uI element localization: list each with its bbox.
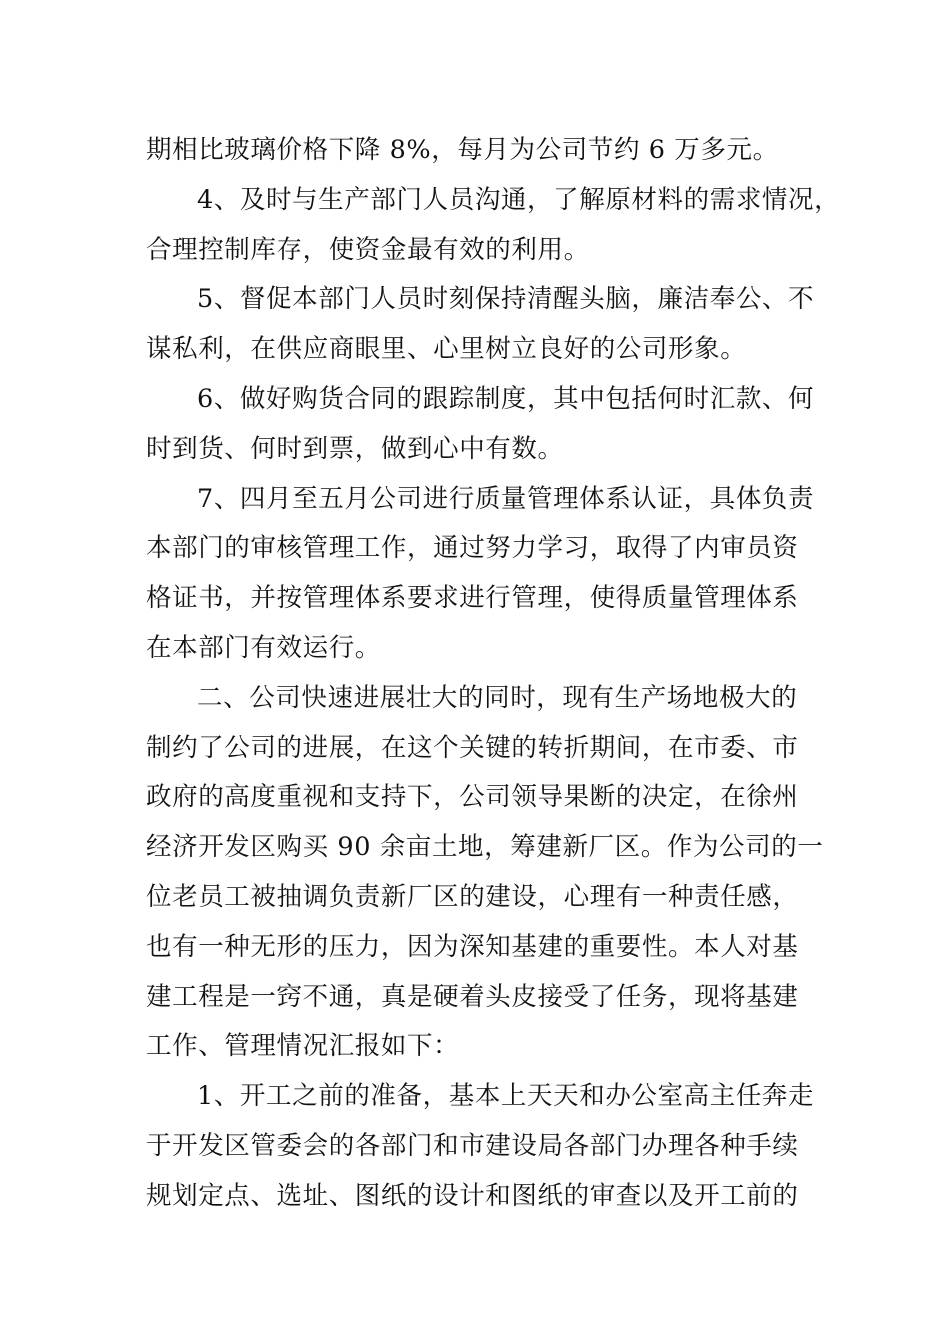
text-line: 规划定点、选址、图纸的设计和图纸的审查以及开工前的 [146,1180,799,1211]
text-line: 建工程是一窍不通，真是硬着头皮接受了任务，现将基建 [146,981,799,1012]
text-line: 经济开发区购买 90 余亩土地，筹建新厂区。作为公司的一 [146,832,824,863]
text-line: 位老员工被抽调负责新厂区的建设，心理有一种责任感， [146,881,799,912]
text-line: 格证书，并按管理体系要求进行管理，使得质量管理体系 [146,583,799,614]
document-body [146,126,841,1222]
text-line: 7、四月至五月公司进行质量管理体系认证，具体负责 [197,483,815,514]
text-line: 二、公司快速进展壮大的同时，现有生产场地极大的 [197,682,798,713]
text-line: 本部门的审核管理工作，通过努力学习，取得了内审员资 [146,533,799,564]
text-line: 于开发区管委会的各部门和市建设局各部门办理各种手续 [146,1130,799,1161]
text-line: 合理控制库存，使资金最有效的利用。 [146,234,590,265]
text-line: 也有一种无形的压力，因为深知基建的重要性。本人对基 [146,931,799,962]
text-line: 政府的高度重视和支持下，公司领导果断的决定，在徐州 [146,782,799,813]
text-line: 6、做好购货合同的跟踪制度，其中包括何时汇款、何 [197,383,815,414]
text-line: 4、及时与生产部门人员沟通，了解原材料的需求情况， [197,184,841,215]
text-line: 制约了公司的进展，在这个关键的转折期间，在市委、市 [146,732,799,763]
text-line: 5、督促本部门人员时刻保持清醒头脑，廉洁奉公、不 [197,284,815,315]
text-line: 在本部门有效运行。 [146,632,381,663]
text-line: 期相比玻璃价格下降 8%，每月为公司节约 6 万多元。 [146,135,779,165]
text-line: 谋私利，在供应商眼里、心里树立良好的公司形象。 [146,334,747,365]
text-line: 时到货、何时到票，做到心中有数。 [146,433,564,464]
text-line: 工作、管理情况汇报如下： [146,1031,460,1062]
text-line: 1、开工之前的准备，基本上天天和办公室高主任奔走 [197,1081,815,1112]
